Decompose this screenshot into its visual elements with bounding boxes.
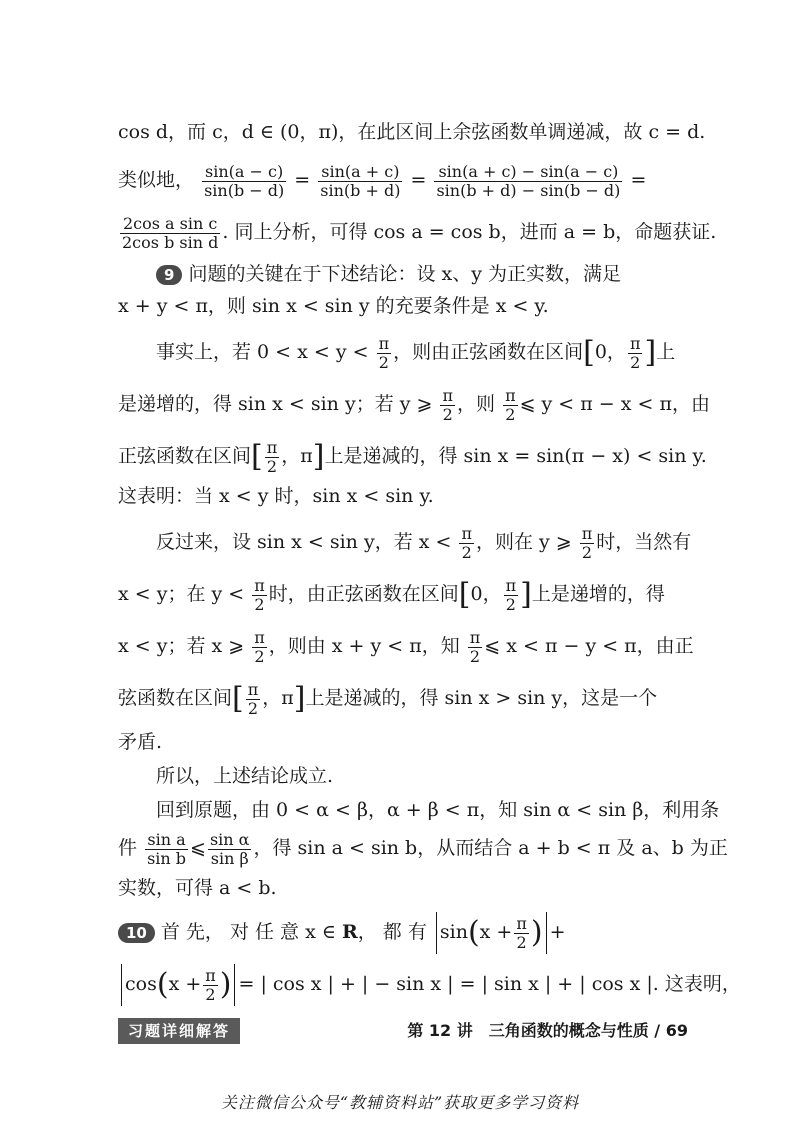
fraction: $\frac{\sin(a - c)}{\sin(b - d)}$	[204, 161, 285, 200]
text: 类似地，	[118, 169, 195, 191]
problem-number-badge: 9	[156, 265, 182, 285]
text-line: 矛盾.	[118, 731, 163, 753]
text: cos d，而 c，d ∈ (0，π)，在此区间上余弦函数单调递减，故 c = d.	[118, 121, 706, 143]
fraction: $\frac{\text{2cos a sin c}}{\text{2cos b sin d}}$	[122, 213, 219, 252]
text-line	[118, 210, 717, 254]
text-line: 回到原题，由 0 < α < β，α + β < π，知 sin α < sin β，利用条	[156, 799, 720, 821]
text-line: 10 首 先， 对 任 意 x ∈ R， 都 有 sin(x + $\frac{\pi}{2}$ ) +	[118, 910, 688, 954]
text-line: cos(x + $\frac{\pi}{2}$ ) = | cos x | + | − sin x | = | sin x | + | cos x |. 这表明，	[118, 962, 688, 1006]
fraction: $\frac{\sin(a + c) - \sin(a - c)}{\sin(b + d) - \sin(b - d)}$	[436, 161, 621, 200]
equals: =	[630, 169, 647, 191]
problem-number-badge: 10	[118, 923, 155, 943]
fraction: $\frac{\sin(a + c)}{\sin(b + d)}$	[320, 161, 401, 200]
footer-section-label: 习题详细解答	[118, 1018, 240, 1044]
text-line: 弦函数在区间[ $\frac{\pi}{2}$ ，π]上是递减的，得 sin x > sin y，这是一个	[118, 679, 658, 718]
text-line: 这表明：当 x < y 时，sin x < sin y.	[118, 485, 434, 507]
text-line	[156, 260, 688, 288]
watermark-text: 关注微信公众号“教辅资料站”获取更多学习资料	[220, 1093, 580, 1112]
text-line	[118, 292, 688, 320]
text-line: 件 $\frac{\text{sin a}}{\text{sin b}}$ ⩽ $\frac{\text{sin α}}{\text{sin β}}$ ，得 sin a < sin b，从而结合 a + b < π 及 a、b 为正	[118, 829, 728, 868]
text: x + y < π，则 sin x < sin y 的充要条件是 x < y.	[118, 295, 549, 317]
text-line: 是递增的，得 sin x < sin y；若 y ⩾ $\frac{\pi}{2}$ ，则 $\frac{\pi}{2}$ ⩽ y < π − x < π，由	[118, 385, 710, 424]
text-line: 实数，可得 a < b.	[118, 877, 277, 899]
text-line: 所以，上述结论成立.	[156, 765, 334, 787]
text: . 同上分析，可得 cos a = cos b，进而 a = b，命题获证.	[222, 221, 717, 243]
text-line: 事实上，若 0 < x < y < $\frac{\pi}{2}$ ，则由正弦函数在区间[0， $\frac{\pi}{2}$ ]上	[156, 333, 676, 372]
text-line: x < y；若 x ⩾ $\frac{\pi}{2}$ ，则由 x + y < π，知 $\frac{\pi}{2}$ ⩽ x < π − y < π，由正	[118, 627, 694, 666]
text-line: 反过来，设 sin x < sin y，若 x < $\frac{\pi}{2}$ ，则在 y ⩾ $\frac{\pi}{2}$ 时，当然有	[156, 523, 692, 562]
text-line: x < y；在 y < $\frac{\pi}{2}$ 时，由正弦函数在区间[0， $\frac{\pi}{2}$ ]上是递增的，得	[118, 575, 665, 614]
text: 问题的关键在于下述结论：设 x、y 为正实数，满足	[188, 263, 621, 285]
text-line: 正弦函数在区间[ $\frac{\pi}{2}$ ，π]上是递减的，得 sin x = sin(π − x) < sin y.	[118, 437, 707, 476]
footer-page-info: 第 12 讲 三角函数的概念与性质 / 69	[407, 1021, 688, 1040]
text-line	[118, 118, 706, 146]
equals: =	[410, 169, 427, 191]
text-line	[118, 158, 688, 202]
equals: =	[294, 169, 311, 191]
